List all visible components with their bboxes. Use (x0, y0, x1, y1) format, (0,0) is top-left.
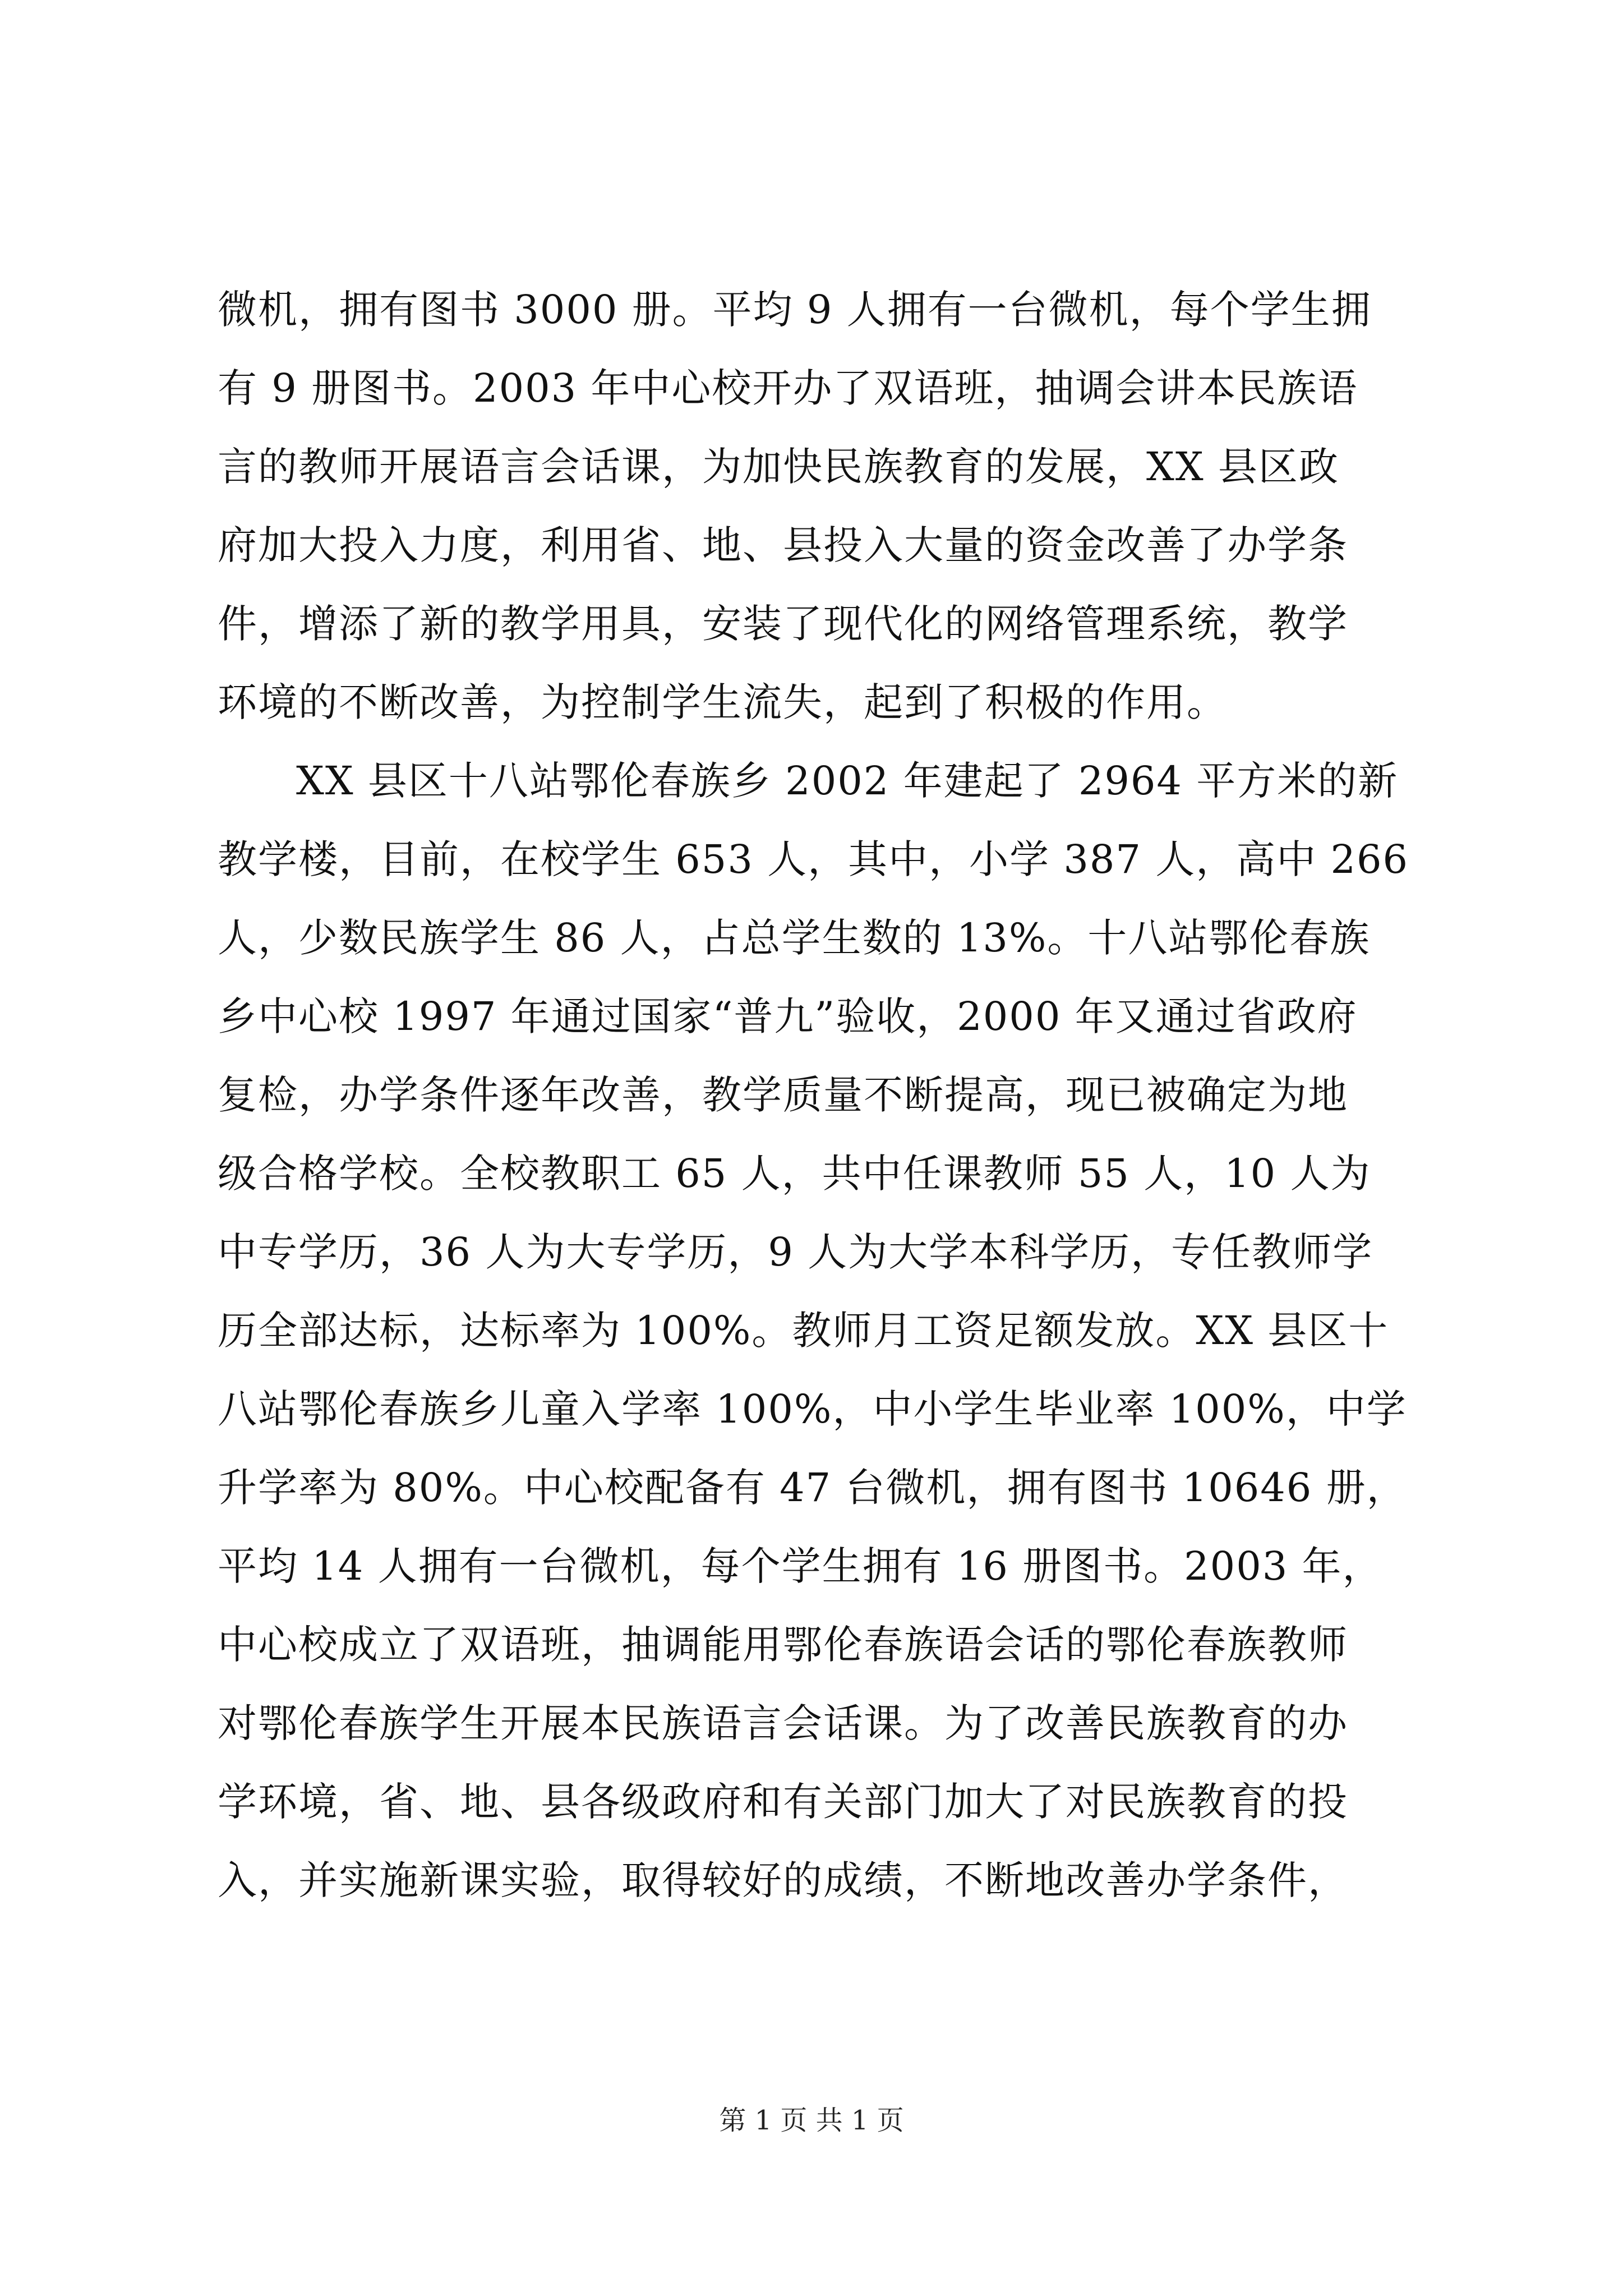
text-line: 言的教师开展语言会话课，为加快民族教育的发展，XX 县区政 (218, 444, 1339, 490)
text-line: 对鄂伦春族学生开展本民族语言会话课。为了改善民族教育的办 (218, 1700, 1348, 1746)
text-line: 件，增添了新的教学用具，安装了现代化的网络管理系统，教学 (218, 601, 1348, 647)
text-line: 平均 14 人拥有一台微机，每个学生拥有 16 册图书。2003 年， (218, 1543, 1383, 1589)
text-line: 教学楼，目前，在校学生 653 人，其中，小学 387 人，高中 266 (218, 836, 1409, 882)
text-line: 历全部达标，达标率为 100%。教师月工资足额发放。XX 县区十 (218, 1308, 1389, 1354)
text-line: 中专学历，36 人为大专学历，9 人为大学本科学历，专任教师学 (218, 1229, 1373, 1275)
text-line: 学环境，省、地、县各级政府和有关部门加大了对民族教育的投 (218, 1779, 1348, 1825)
text-line: 级合格学校。全校教职工 65 人，共中任课教师 55 人，10 人为 (218, 1151, 1371, 1197)
text-line: 乡中心校 1997 年通过国家“普九”验收，2000 年又通过省政府 (218, 993, 1358, 1039)
text-line: 府加大投入力度，利用省、地、县投入大量的资金改善了办学条 (218, 522, 1348, 568)
page-number: 第 1 页 共 1 页 (719, 2105, 904, 2136)
text-line: 入，并实施新课实验，取得较好的成绩，不断地改善办学条件， (218, 1857, 1348, 1903)
page-footer (0, 2104, 1623, 2137)
text-line: 复检，办学条件逐年改善，教学质量不断提高，现已被确定为地 (218, 1072, 1348, 1118)
text-line: 中心校成立了双语班，抽调能用鄂伦春族语会话的鄂伦春族教师 (218, 1622, 1348, 1668)
text-line: 微机，拥有图书 3000 册。平均 9 人拥有一台微机，每个学生拥 (218, 287, 1372, 333)
text-line: 升学率为 80%。中心校配备有 47 台微机，拥有图书 10646 册， (218, 1465, 1407, 1511)
text-line: 有 9 册图书。2003 年中心校开办了双语班，抽调会讲本民族语 (218, 365, 1358, 411)
text-line: 环境的不断改善，为控制学生流失，起到了积极的作用。 (218, 679, 1227, 725)
paragraph-first-line: XX 县区十八站鄂伦春族乡 2002 年建起了 2964 平方米的新 (296, 758, 1399, 804)
text-line: 八站鄂伦春族乡儿童入学率 100%，中小学生毕业率 100%，中学 (218, 1386, 1407, 1432)
text-line: 人，少数民族学生 86 人，占总学生数的 13%。十八站鄂伦春族 (218, 915, 1371, 961)
body-text (218, 270, 1418, 1920)
